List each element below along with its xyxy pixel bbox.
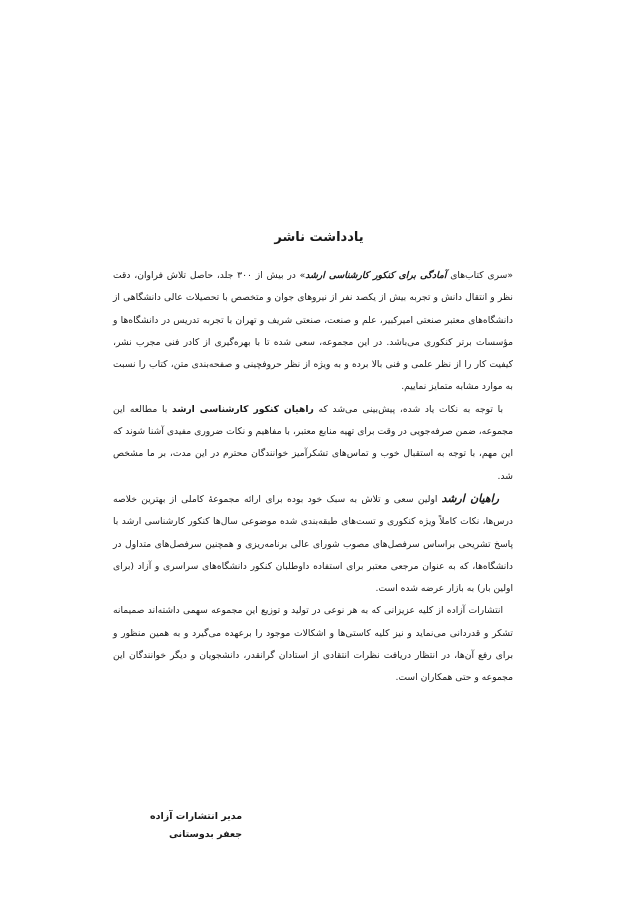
p2-highlight: راهیان کنکور کارشناسی ارشد	[172, 403, 314, 415]
page-title: یادداشت ناشر	[274, 230, 364, 245]
p3-text: اولین سعی و تلاش به سبک خود بوده برای ارائه مجموعهٔ کاملی از بهترین خلاصه درس‌ها، نکات کاملاً ویژه کنکوری و تست‌های طبقه‌بندی شده موضوعی سال‌ها کنکور کارشناسی ارشد با پاسخ تشریحی براساس سرفصل‌های مصوب شورای عالی برنامه‌ریزی و همچنین سرفصل‌های متداول در دانشگاه‌ها، که به عنوان مرجعی معتبر برای استفاده داوطلبان کنکور دانشگاه‌های سراسری و آزاد (برای اولین بار) به بازار عرضه شده است.	[113, 493, 513, 595]
paragraph-4: انتشارات آزاده از کلیه عزیزانی که به هر نوعی در تولید و توزیع این مجموعه سهمی داشته‌اند صمیمانه تشکر و قدردانی می‌نماید و نیز کلیه کاستی‌ها و اشکالات موجود را برعهده می‌گیرد و به همین منظور و برای رفع آن‌ها، در انتظار دریافت نظرات انتقادی از استادان گرانقدر، دانشجویان و دیگر خوانندگان این مجموعه و حتی همکاران است.	[113, 605, 513, 684]
p1-rest: » در بیش از ۳۰۰ جلد، حاصل تلاش فراوان، دقت نظر و انتقال دانش و تجربه بیش از یکصد نفر از نیروهای جوان و متخصص با تحصیلات عالی دانشگاهی از دانشگاه‌های معتبر صنعتی امیرکبیر، علم و صنعت، صنعتی شریف و تهران با تجربه تدریس در دانشگاه‌ها و مؤسسات برتر کنکوری می‌باشد. در این مجموعه، سعی شده تا با بهره‌گیری از کادر فنی مجرب نشر، کیفیت کار را از نظر علمی و فنی بالا برده و به ویژه از نظر حروفچینی و صفحه‌بندی متن، کتاب را نسبت به موارد مشابه متمایز نماییم.	[113, 270, 513, 393]
handwritten-logo-text: راهیان ارشد	[441, 491, 500, 505]
signature-name: جعفر بدوستانی	[168, 829, 243, 840]
paragraph-1	[113, 265, 513, 399]
signature-block	[150, 808, 242, 844]
series-name: آمادگی برای کنکور کارشناسی ارشد	[305, 270, 447, 281]
signature-role: مدیر انتشارات آزاده	[150, 811, 243, 822]
p1-quote-open: «سری کتاب‌های	[446, 270, 513, 281]
p2-c: با مطالعه این مجموعه، ضمن صرفه‌جویی در وقت برای تهیه منابع معتبر، با مفاهیم و نکات ضروری مفیدی آشنا شوند که این مهم، با توجه به استقبال خوب و تماس‌های تشکرآمیز خوانندگان محترم در این مدت، بر ما مشخص شد.	[113, 403, 513, 482]
p2-a: با توجه به نکات یاد شده، پیش‌بینی می‌شد که	[313, 403, 504, 415]
paragraph-2	[113, 399, 513, 488]
paragraph-3	[113, 488, 513, 600]
body-text	[113, 265, 513, 690]
